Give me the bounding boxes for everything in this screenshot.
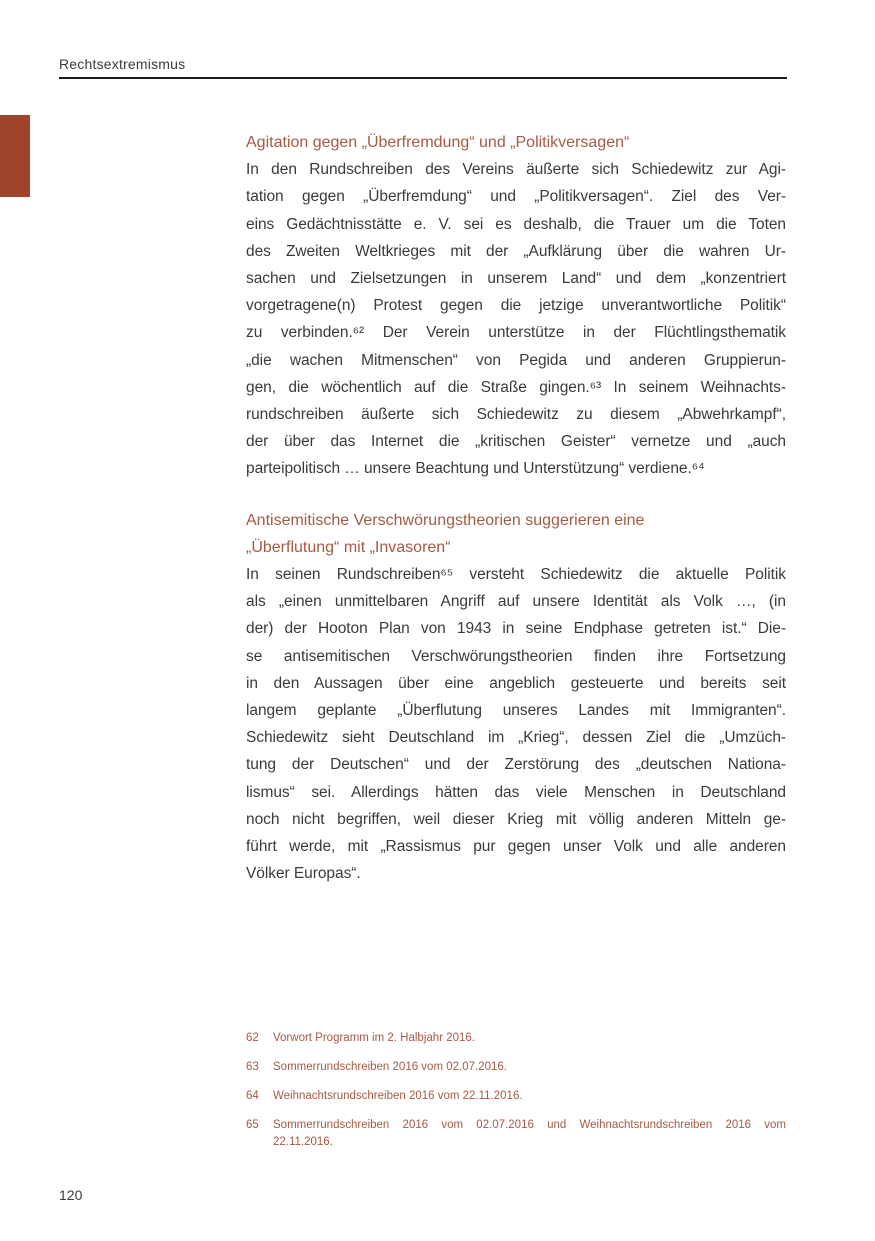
paragraph-line: Schiedewitz sieht Deutschland im „Krieg“, dessen Ziel die „Umzüch- [246, 729, 786, 747]
section-heading-line: Antisemitische Verschwörungstheorien suggerieren eine [246, 511, 645, 529]
main-text-column [246, 129, 786, 887]
page-number: 120 [59, 1187, 83, 1203]
footnote [246, 1059, 786, 1076]
paragraph-line: der über das Internet die „kritischen Geister“ vernetze und „auch [246, 433, 786, 451]
footnote [246, 1117, 786, 1150]
header-rule [59, 77, 787, 79]
paragraph-line: In den Rundschreiben des Vereins äußerte sich Schiedewitz zur Agi- [246, 161, 786, 179]
footnote-text [273, 1059, 786, 1076]
footnote [246, 1088, 786, 1105]
chapter-edge-tab [0, 115, 30, 197]
paragraph-line: se antisemitischen Verschwörungstheorien finden ihre Fortsetzung [246, 647, 786, 665]
paragraph-line: lismus“ sei. Allerdings hätten das viele Menschen in Deutschland [246, 783, 786, 801]
paragraph-line: rundschreiben äußerte sich Schiedewitz zu diesem „Abwehrkampf“, [246, 406, 786, 424]
paragraph-line: parteipolitisch … unsere Beachtung und Unterstützung“ verdiene.⁶⁴ [246, 460, 705, 478]
body-paragraph [246, 561, 786, 887]
paragraph-line: zu verbinden.⁶² Der Verein unterstütze in der Flüchtlingsthematik [246, 324, 786, 342]
paragraph-line: führt werde, mit „Rassismus pur gegen unser Volk und alle anderen [246, 838, 786, 856]
paragraph-line: der) der Hooton Plan von 1943 in seine Endphase getreten ist.“ Die- [246, 620, 786, 638]
section-heading [246, 129, 786, 156]
footnote-text-line: Sommerrundschreiben 2016 vom 02.07.2016 und Weihnachtsrundschreiben 2016 vom [273, 1119, 786, 1131]
section-agitation [246, 129, 786, 483]
paragraph-line: langem geplante „Überflutung unseres Landes mit Immigranten“. [246, 702, 786, 720]
body-paragraph [246, 156, 786, 482]
section-heading [246, 507, 786, 561]
paragraph-line: „die wachen Mitmenschen“ von Pegida und anderen Gruppierun- [246, 351, 786, 369]
paragraph-line: eins Gedächtnisstätte e. V. sei es deshalb, die Trauer um die Toten [246, 215, 786, 233]
footnote-text [273, 1088, 786, 1105]
paragraph-line: des Zweiten Weltkrieges mit der „Aufklärung über die wahren Ur- [246, 242, 786, 260]
section-verschwoerungstheorien [246, 507, 786, 888]
footnote-number: 62 [246, 1032, 259, 1044]
paragraph-line: vorgetragene(n) Protest gegen die jetzige unverantwortliche Politik“ [246, 297, 786, 315]
footnote-number: 64 [246, 1090, 259, 1102]
section-heading-line: „Überflutung“ mit „Invasoren“ [246, 538, 451, 556]
footnote-text-line: Sommerrundschreiben 2016 vom 02.07.2016. [273, 1061, 507, 1073]
paragraph-line: gen, die wöchentlich auf die Straße gingen.⁶³ In seinem Weihnachts- [246, 378, 786, 396]
footnote-text [273, 1117, 786, 1150]
footnote-text-line: Weihnachtsrundschreiben 2016 vom 22.11.2016. [273, 1090, 523, 1102]
section-heading-line: Agitation gegen „Überfremdung“ und „Politikversagen“ [246, 134, 630, 151]
paragraph-line: tung der Deutschen“ und der Zerstörung des „deutschen Nationa- [246, 756, 786, 774]
footnotes [246, 1030, 786, 1163]
footnote-number: 65 [246, 1119, 259, 1131]
paragraph-line: in den Aussagen über eine angeblich gesteuerte und bereits seit [246, 674, 786, 692]
running-header-label: Rechtsextremismus [59, 56, 186, 72]
paragraph-line: sachen und Zielsetzungen in unserem Land“ und dem „konzentriert [246, 270, 786, 288]
paragraph-line: noch nicht begriffen, weil dieser Krieg mit völlig anderen Mitteln ge- [246, 810, 786, 828]
footnote-text-line: Vorwort Programm im 2. Halbjahr 2016. [273, 1032, 475, 1044]
paragraph-line: als „einen unmittelbaren Angriff auf unsere Identität als Volk …, (in [246, 593, 786, 611]
footnote-text-line: 22.11.2016. [273, 1135, 333, 1148]
paragraph-line: In seinen Rundschreiben⁶⁵ versteht Schiedewitz die aktuelle Politik [246, 566, 786, 584]
footnote-text [273, 1030, 786, 1047]
paragraph-line: tation gegen „Überfremdung“ und „Politikversagen“. Ziel des Ver- [246, 188, 786, 206]
footnote [246, 1030, 786, 1047]
paragraph-line: Völker Europas“. [246, 865, 361, 883]
footnote-number: 63 [246, 1061, 259, 1073]
